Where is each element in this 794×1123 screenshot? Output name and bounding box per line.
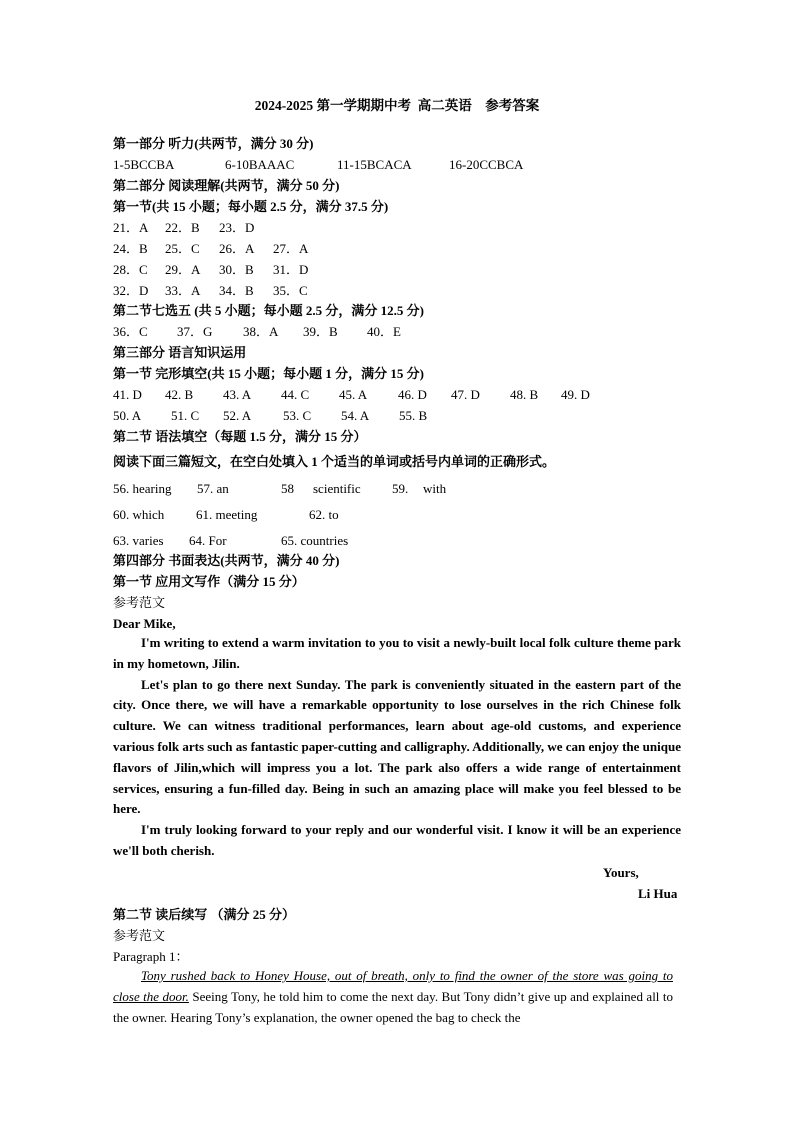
answer-item: 32．D	[113, 283, 149, 298]
answer-item: 38．A	[243, 324, 279, 339]
part4-sec2-heading: 第二节 读后续写 （满分 25 分）	[113, 907, 296, 922]
part1-heading: 第一部分 听力(共两节，满分 30 分)	[113, 136, 314, 151]
part3-sec2-heading: 第二节 语法填空（每题 1.5 分，满分 15 分）	[113, 429, 367, 444]
answer-item: 65. countries	[281, 533, 349, 548]
cloze-row-1	[113, 386, 613, 403]
sample-label: 参考范文	[113, 928, 166, 943]
answer-item: 47. D	[451, 387, 480, 402]
answer-item: 51. C	[171, 408, 200, 423]
answer-item: 24．B	[113, 241, 148, 256]
letter-paragraph: I'm writing to extend a warm invitation to you to visit a newly-built local folk culture theme park in my hometown, Jilin.	[113, 635, 681, 671]
answer-item: 36．C	[113, 324, 148, 339]
story-paragraph	[113, 966, 673, 1028]
answer-item: 29．A	[165, 262, 201, 277]
grammar-instruction: 阅读下面三篇短文，在空白处填入 1 个适当的单词或括号内单词的正确形式。	[113, 454, 556, 469]
answer-item: 30．B	[219, 262, 254, 277]
grammar-row-3	[113, 532, 513, 549]
answer-item: 63. varies	[113, 533, 164, 548]
grammar-row-1	[113, 480, 513, 497]
part2-sec2-heading: 第二节七选五 (共 5 小题；每小题 2.5 分，满分 12.5 分)	[113, 303, 424, 318]
part4-heading: 第四部分 书面表达(共两节，满分 40 分)	[113, 553, 340, 568]
reading-row-1	[113, 219, 413, 236]
answer-item: 64. For	[189, 533, 227, 548]
part4-sec1-heading: 第一节 应用文写作（满分 15 分）	[113, 574, 305, 589]
part2-heading: 第二部分 阅读理解(共两节，满分 50 分)	[113, 178, 340, 193]
answer-item: 22．B	[165, 220, 200, 235]
given-first-sentence: Tony rushed back to Honey House, out of breath, only to find the owner of the store was going to close the door.	[113, 968, 673, 1004]
answer-group: 6-10BAAAC	[225, 157, 295, 172]
answer-item: 33．A	[165, 283, 201, 298]
part2-sec1-heading: 第一节(共 15 小题；每小题 2.5 分，满分 37.5 分)	[113, 199, 389, 214]
part3-heading: 第三部分 语言知识运用	[113, 345, 247, 360]
reading-row-4	[113, 282, 413, 299]
answer-item: scientific	[313, 481, 361, 496]
answer-item: 28．C	[113, 262, 148, 277]
answer-item: 61. meeting	[196, 507, 258, 522]
letter-body	[113, 633, 681, 862]
answer-item: 54. A	[341, 408, 370, 423]
paragraph-label: Paragraph 1：	[113, 949, 189, 964]
grammar-row-2	[113, 506, 513, 523]
answer-item: 25．C	[165, 241, 200, 256]
answer-item: 58	[281, 481, 294, 496]
page-title: 2024-2025 第一学期期中考 高二英语 参考答案	[254, 98, 540, 113]
answer-item: 59.	[392, 481, 409, 496]
letter-paragraph: Let's plan to go there next Sunday. The park is conveniently situated in the eastern part of the city. Once there, we will have a remarkable opportunity to lose ourselves in the rich Chinese folk culture. We can witness traditional performances, learn about age-old customs, and experience various folk arts such as fantastic paper-cutting and calligraphy. Additionally, we can enjoy the unique flavors of Jilin,which will impress you a lot. The park also offers a wide range of entertainment services, ensuring a fun-filled day. Being in such an amazing place will make you feel blessed to be here.	[113, 676, 681, 817]
answer-item: 56. hearing	[113, 481, 172, 496]
answer-item: 40．E	[367, 324, 401, 339]
reading-row-3	[113, 261, 413, 278]
answer-item: 55. B	[399, 408, 428, 423]
answer-item: 23．D	[219, 220, 255, 235]
letter-signature: Li Hua	[638, 886, 678, 901]
answer-item: 49. D	[561, 387, 590, 402]
story-continuation: Seeing Tony, he told him to come the next day. But Tony didn’t give up and explained all to the owner. Hearing Tony’s explanation, the owner opened the bag to check the	[113, 988, 673, 1025]
answer-item: 21．A	[113, 220, 149, 235]
answer-item: 57. an	[197, 481, 229, 496]
answer-item: 50. A	[113, 408, 142, 423]
letter-paragraph: I'm truly looking forward to your reply and our wonderful visit. I know it will be an experience we'll both cherish.	[113, 822, 681, 858]
answer-group: 16-20CCBCA	[449, 157, 524, 172]
answer-item: 39．B	[303, 324, 338, 339]
answer-item: 62. to	[309, 507, 339, 522]
answer-item: 53. C	[283, 408, 312, 423]
part3-sec1-heading: 第一节 完形填空(共 15 小题；每小题 1 分，满分 15 分)	[113, 366, 424, 381]
answer-group: 1-5BCCBA	[113, 157, 175, 172]
cloze-row-2	[113, 407, 613, 424]
answer-item: 45. A	[339, 387, 368, 402]
seven-choose-five-row	[113, 323, 433, 340]
answer-item: 52. A	[223, 408, 252, 423]
reading-row-2	[113, 240, 413, 257]
sample-label: 参考范文	[113, 595, 166, 610]
answer-item: 60. which	[113, 507, 165, 522]
answer-item: 42. B	[165, 387, 194, 402]
answer-item: 43. A	[223, 387, 252, 402]
answer-item: 35．C	[273, 283, 308, 298]
answer-item: 37．G	[177, 324, 213, 339]
answer-item: with	[423, 481, 447, 496]
answer-item: 27．A	[273, 241, 309, 256]
letter-closing: Yours,	[603, 865, 639, 880]
answer-item: 44. C	[281, 387, 310, 402]
part1-answers	[113, 156, 673, 173]
answer-item: 41. D	[113, 387, 142, 402]
answer-item: 31．D	[273, 262, 309, 277]
answer-item: 34．B	[219, 283, 254, 298]
continuation-text	[113, 966, 673, 1028]
answer-item: 46. D	[398, 387, 427, 402]
answer-item: 48. B	[510, 387, 539, 402]
letter-greeting: Dear Mike,	[113, 616, 176, 631]
answer-item: 26．A	[219, 241, 255, 256]
answer-group: 11-15BCACA	[337, 157, 412, 172]
